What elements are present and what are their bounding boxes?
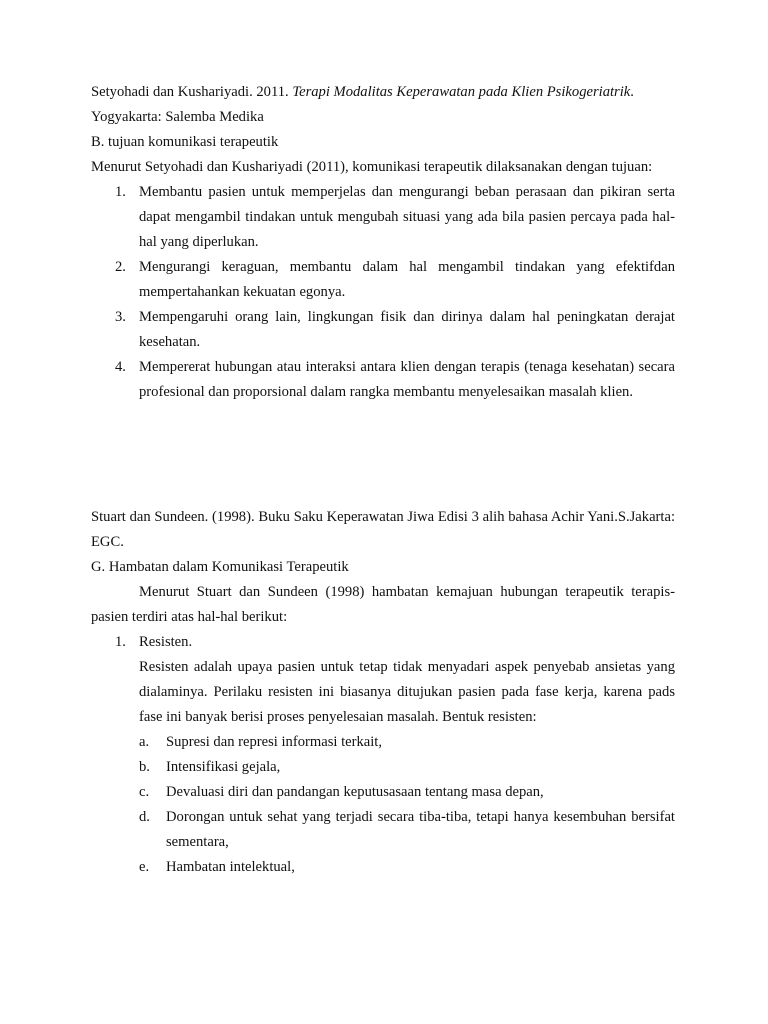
obstacle-list	[91, 630, 675, 655]
resisten-description: Resisten adalah upaya pasien untuk tetap tidak menyadari aspek penyebab ansietas yang dialaminya. Perilaku resisten ini biasanya ditujukan pasien pada fase kerja, karena pads fase ini banyak berisi proses penyelesaian masalah. Bentuk resisten:	[139, 659, 675, 725]
section-heading-b: B. tujuan komunikasi terapeutik	[91, 134, 279, 150]
list-item	[91, 305, 675, 355]
section-intro-b: Menurut Setyohadi dan Kushariyadi (2011), komunikasi terapeutik dilaksanakan dengan tujuan:	[91, 159, 653, 175]
list-item	[139, 805, 675, 855]
list-item-text: Membantu pasien untuk memperjelas dan mengurangi beban perasaan dan pikiran serta dapat mengambil tindakan untuk mengubah situasi yang ada bila pasien percaya pada hal-hal yang diperlukan.	[139, 184, 675, 250]
reference-title: Terapi Modalitas Keperawatan pada Klien Psikogeriatrik	[292, 84, 631, 100]
reference-authors: Setyohadi dan Kushariyadi. 2011.	[91, 84, 293, 100]
list-item	[91, 630, 675, 655]
list-item-text: Dorongan untuk sehat yang terjadi secara tiba-tiba, tetapi hanya kesembuhan bersifat sementara,	[166, 809, 675, 850]
list-letter: b.	[139, 759, 150, 775]
reference-setyohadi	[91, 80, 675, 105]
list-letter: c.	[139, 784, 150, 800]
list-item-text: Mempengaruhi orang lain, lingkungan fisik dan dirinya dalam hal peningkatan derajat kesehatan.	[139, 309, 675, 350]
list-item-text: Devaluasi diri dan pandangan keputusasaan tentang masa depan,	[166, 784, 544, 800]
resisten-body	[91, 655, 675, 880]
document-page	[91, 80, 675, 880]
list-number: 1.	[115, 634, 126, 650]
list-letter: d.	[139, 809, 150, 825]
list-item	[91, 355, 675, 405]
purpose-list	[91, 180, 675, 405]
list-number: 2.	[115, 259, 126, 275]
list-item-title: Resisten.	[139, 634, 193, 650]
list-item	[139, 755, 675, 780]
reference-publisher: Yogyakarta: Salemba Medika	[91, 109, 264, 125]
list-item-text: Intensifikasi gejala,	[166, 759, 281, 775]
list-letter: a.	[139, 734, 150, 750]
list-item	[91, 180, 675, 255]
list-item-text: Hambatan intelektual,	[166, 859, 295, 875]
resisten-forms-list	[139, 730, 675, 880]
reference-stuart: Stuart dan Sundeen. (1998). Buku Saku Keperawatan Jiwa Edisi 3 alih bahasa Achir Yani.S.Jakarta: EGC.	[91, 509, 675, 550]
list-letter: e.	[139, 859, 150, 875]
list-item-text: Mengurangi keraguan, membantu dalam hal mengambil tindakan yang efektifdan mempertahankan kekuatan egonya.	[139, 259, 675, 300]
list-item-text: Mempererat hubungan atau interaksi antara klien dengan terapis (tenaga kesehatan) secara profesional dan proporsional dalam rangka membantu menyelesaikan masalah klien.	[139, 359, 675, 400]
section-heading-g: G. Hambatan dalam Komunikasi Terapeutik	[91, 559, 349, 575]
section-intro-g: Menurut Stuart dan Sundeen (1998) hambatan kemajuan hubungan terapeutik terapis-pasien terdiri atas hal-hal berikut:	[91, 584, 675, 625]
list-item	[139, 780, 675, 805]
list-number: 4.	[115, 359, 126, 375]
reference-title-end: .	[630, 84, 634, 100]
list-number: 3.	[115, 309, 126, 325]
list-number: 1.	[115, 184, 126, 200]
list-item	[139, 855, 675, 880]
list-item	[91, 255, 675, 305]
list-item-text: Supresi dan represi informasi terkait,	[166, 734, 383, 750]
section-spacer	[91, 405, 675, 505]
list-item	[139, 730, 675, 755]
